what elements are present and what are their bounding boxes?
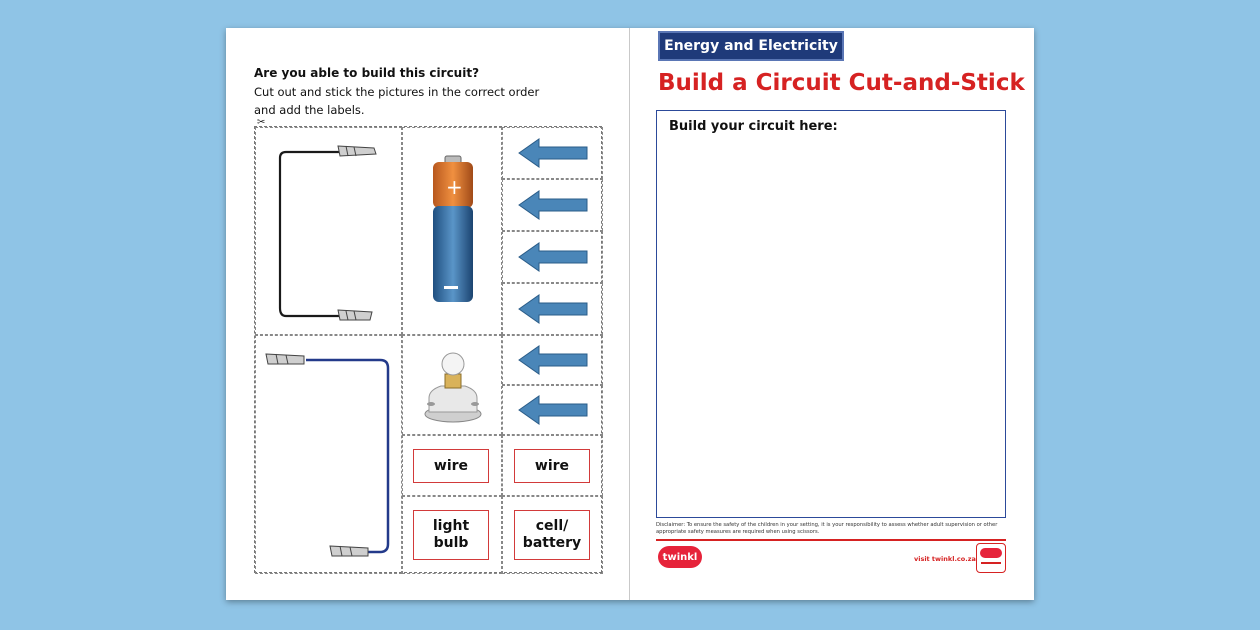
disclaimer-text: Disclaimer: To ensure the safety of the children in your setting, it is your responsibility to assess whether adult supervision or other appropriate safety measures are required when using scissors. <box>656 522 998 535</box>
arrow-left-icon <box>517 394 589 426</box>
arrow-left-icon <box>517 241 589 273</box>
page-title: Build a Circuit Cut-and-Stick <box>658 70 1025 96</box>
footer-divider <box>656 539 1006 541</box>
build-area-label: Build your circuit here: <box>669 119 838 134</box>
visit-link[interactable]: visit twinkl.co.za <box>914 555 976 563</box>
label-light-bulb: light bulb <box>413 510 489 560</box>
worksheet <box>226 28 1034 600</box>
bulb-cutout <box>402 335 502 435</box>
battery-icon <box>403 128 503 336</box>
twinkl-logo: twinkl <box>658 546 702 568</box>
arrow-left-icon <box>517 189 589 221</box>
wire-clip-icon <box>256 128 403 336</box>
wire-clip-icon <box>256 336 403 575</box>
bulb-icon <box>403 336 503 436</box>
left-page <box>226 28 629 600</box>
scissors-icon: ✂ <box>257 117 266 128</box>
right-page <box>630 28 1034 600</box>
arrow-left-icon <box>517 293 589 325</box>
instructions-text: Cut out and stick the pictures in the correct order and add the labels. <box>254 85 540 117</box>
label-wire-2: wire <box>514 449 590 483</box>
battery-cutout <box>402 127 502 335</box>
quality-badge-icon <box>976 543 1006 573</box>
cutout-grid <box>254 126 602 573</box>
arrow-left-icon <box>517 137 589 169</box>
svg-text:+: + <box>446 175 463 199</box>
label-wire-1: wire <box>413 449 489 483</box>
arrow-left-icon <box>517 344 589 376</box>
topic-tag: Energy and Electricity <box>658 31 844 61</box>
question-heading: Are you able to build this circuit? <box>254 66 480 80</box>
wire-cutout-1 <box>255 127 402 335</box>
build-area <box>656 110 1006 518</box>
label-cell-battery: cell/ battery <box>514 510 590 560</box>
wire-cutout-2 <box>255 335 402 574</box>
